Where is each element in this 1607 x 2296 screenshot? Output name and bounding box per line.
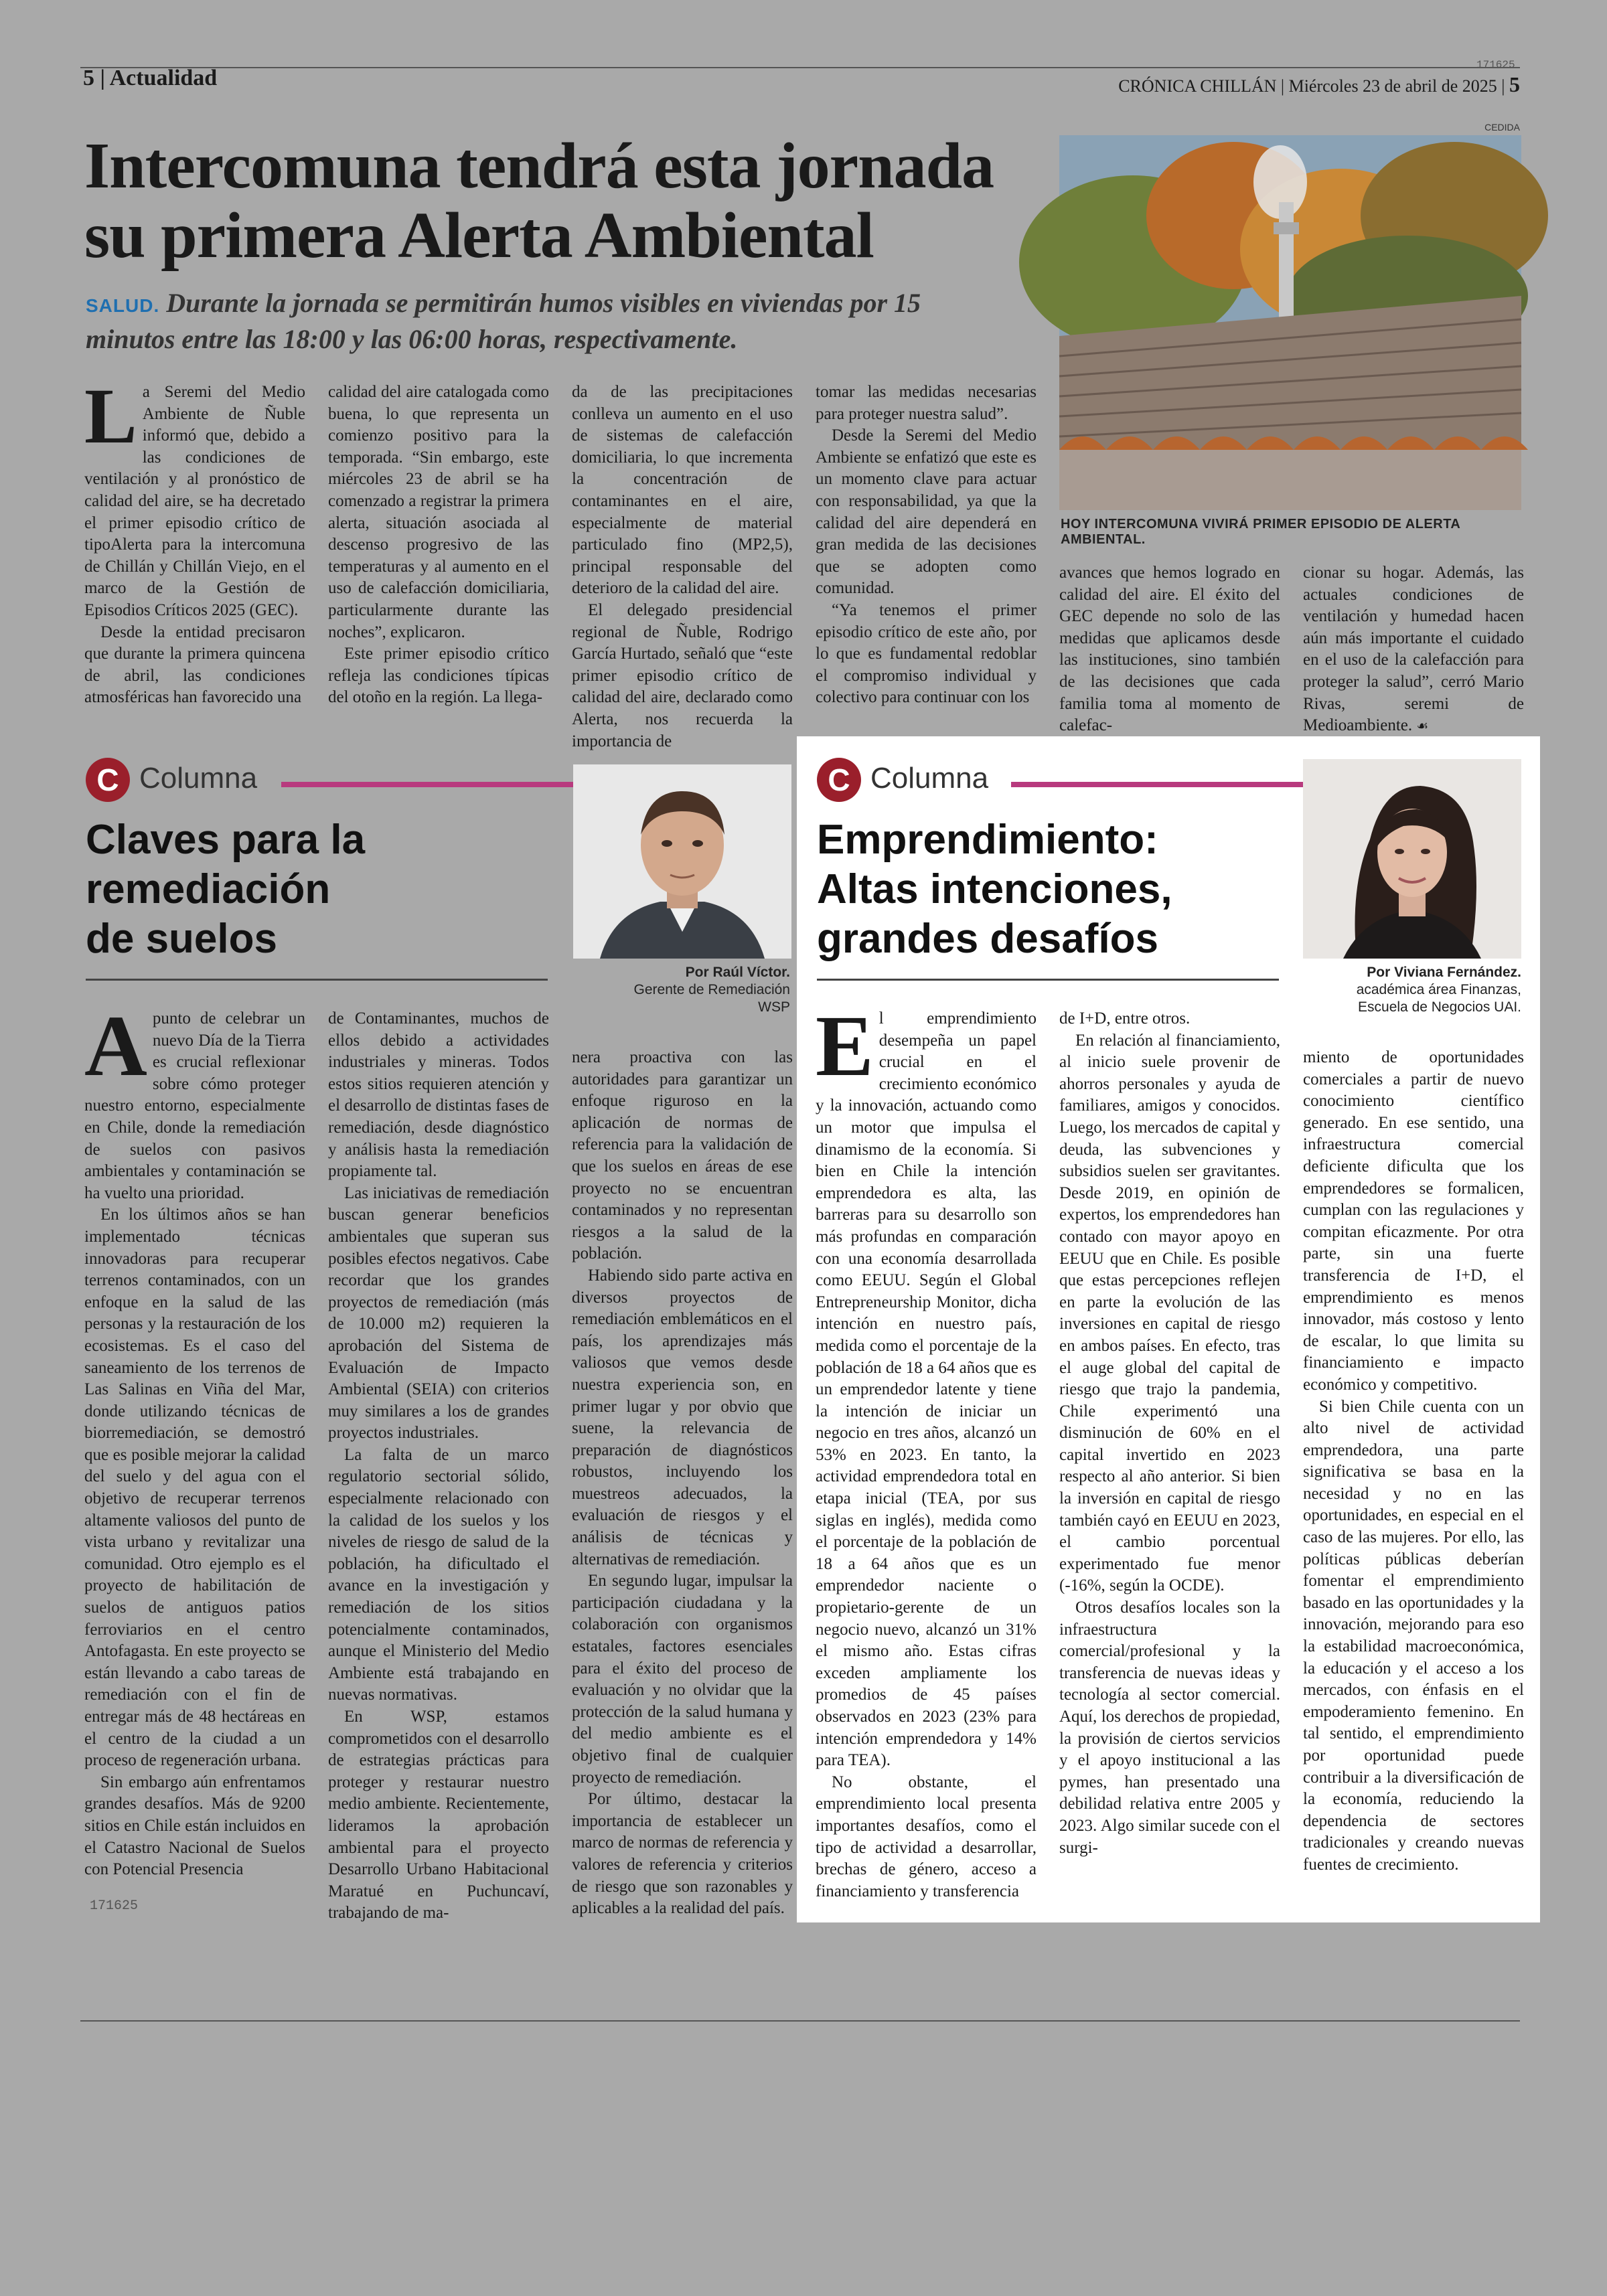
column-badge: C: [86, 758, 130, 802]
section-kicker: SALUD.: [86, 295, 160, 316]
page-title: Intercomuna tendrá esta jornada su primera Alerta Ambiental: [84, 130, 994, 272]
smoke-roof-photo: [1059, 135, 1521, 510]
masthead-date: CRÓNICA CHILLÁN | Miércoles 23 de abril de 2025 | 5: [1118, 72, 1520, 96]
photo-caption: HOY INTERCOMUNA VIVIRÁ PRIMER EPISODIO DE ALERTA AMBIENTAL.: [1061, 517, 1460, 547]
dropcap: A: [84, 998, 147, 1094]
page-folio: 5 | Actualidad: [83, 66, 218, 90]
column-bar: [1011, 782, 1303, 787]
column-right-body-3: miento de oportunidades comerciales a partir de nuevo conocimiento científico generado. En ese sentido, una infraestructura comercial deficiente dificulta que los emprendedores se formalicen, cumplan con las regulaciones y compitan eficazmente. Por otra parte, sin una fuerte transferencia de I+D, el emprendimiento es menos innovador, más costoso y lento de escalar, lo que limita su financiamiento e impacto económico y competitivo. Si bien Chile cuenta con un alto nivel de actividad emprendedora, una parte significativa se basa en la necesidad y no en las oportunidades, en especial en el caso de las mujeres. Por ello, las políticas públicas deberían fomentar el emprendimiento basado en las oportunidades y la innovación, mejorando para eso la estabilidad macroeconómica, la educación y el acceso a los mercados, con énfasis en el empoderamiento femenino. En tal sentido, el emprendimiento por oportunidad puede contribuir a la diversificación de la economía, reduciendo la dependencia de sectores tradicionales y creando nuevas fuentes de crecimiento.: [1303, 1048, 1524, 1874]
column-right-body-2: de I+D, entre otros. En relación al financiamiento, al inicio suele provenir de ahorros personales y ayuda de familiares, amigos y conocidos. Luego, los mercados de capital y deuda, las subvenciones y subsidios suelen ser gravitantes. Desde 2019, en opinión de expertos, los emprendedores han contado con mayor apoyo en EEUU que en Chile. Es posible que estas percepciones reflejen en parte la evolución de las inversiones en capital de riesgo en ambos países. En efecto, tras el auge global del capital de riesgo que trajo la pandemia, Chile experimentó una disminución de 60% en el capital invertido en 2023 respecto al año anterior. Si bien la inversión en capital de riesgo también cayó en EEUU en 2023, el cambio porcentual experimentado fue menor (-16%, según la OCDE). Otros desafíos locales son la infraestructura comercial/profesional y la transferencia de nuevas ideas y tecnología al sector comercial. Aquí, los derechos de propiedad, la provisión de ciertos servicios y el apoyo institucional a las pymes, han presentado una debilidad relativa entre 2005 y 2023. Algo similar sucede con el surgi-: [1059, 1009, 1280, 1857]
author-portrait-left: [573, 764, 791, 959]
end-mark: ☙: [1416, 718, 1429, 734]
dropcap: E: [816, 998, 874, 1094]
column-bar: [281, 782, 573, 787]
column-left-body-1: A punto de celebrar un nuevo Día de la Tierra es crucial reflexionar sobre cómo proteger nuestro entorno, especialmente en Chile, donde la remediación de suelos con pasivos ambientales y contaminación se ha vuelto una prioridad. En los últimos años se han implementado técnicas innovadoras para recuperar terrenos contaminados, con un enfoque en la salud de las personas y la restauración de los ecosistemas. Es el caso del saneamiento de los terrenos de Las Salinas en Viña del Mar, donde utilizando técnicas de biorremediación, se demostró que es posible mejorar la calidad del suelo y del agua con el objetivo de recuperar terrenos altamente valiosos del punto de vista urbano y revitalizar una comunidad. Otro ejemplo es el proyecto de habilitación de suelos de antiguos patios ferroviarios en el centro Antofagasta. En este proyecto se están llevando a cabo tareas de remediación con el fin de entregar más de 48 hectáreas en el centro de la ciudad a un proceso de regeneración urbana. Sin embargo aún enfrentamos grandes desafíos. Más de 9200 sitios en Chile están incluidos en el Catastro Nacional de Suelos con Potencial Presencia: [84, 998, 305, 1879]
column-title-right: Emprendimiento: Altas intenciones, grandes desafíos: [817, 817, 1172, 962]
column-right-body-1: E l emprendimiento desempeña un papel crucial en el crecimiento económico y la innovación, actuando como un motor que impulsa el dinamismo de la economía. Si bien en Chile la intención emprendedora es alta, las barreras para su desarrollo son más profundas en comparación con una economía desarrollada como EEUU. Según el Global Entrepreneurship Monitor, dicha intención en nuestro país, medida como el porcentaje de la población de 18 a 64 años que es un emprendedor latente y tiene la intención de iniciar un negocio en tres años, alcanzó un 53% en 2023. En tanto, la actividad emprendedora total en etapa inicial (TEA, por sus siglas en inglés), medida como el porcentaje de la población de 18 a 64 años que es un emprendedor naciente o propietario-gerente de un negocio nuevo, alcanzó un 31% el mismo año. Estas cifras exceden ampliamente los promedios de 45 países observados en 2023 (23% para intención emprendedora y 14% para TEA). No obstante, el emprendimiento local presenta importantes desafíos, como el tipo de actividad a desarrollar, brechas de género, acceso a financiamiento y transferencia: [816, 998, 1037, 1900]
article-column-6: cionar su hogar. Además, las actuales condiciones de ventilación y humedad hacen aún más importante el cuidado en el uso de la calefacción para proteger la salud”, cerró Mario Rivas, seremi de Medioambiente. ☙: [1303, 564, 1524, 735]
dropcap: L: [84, 372, 137, 460]
column-left-body-3: nera proactiva con las autoridades para garantizar un enfoque riguroso en la aplicación de normas de referencia para la validación de que los suelos en áreas de ese proyecto no se encuentran contaminados y no representan riesgos a la salud de la población. Habiendo sido parte activa en diversos proyectos de remediación emblemáticos en el país, los aprendizajes más valiosos que vemos desde nuestra experiencia son, en primer lugar y por obvio que suene, la relevancia de preparación de diagnósticos robustos, incluyendo los muestreos adecuados, la evaluación de riesgos y el análisis de técnicas y alternativas de remediación. En segundo lugar, impulsar la participación ciudadana y la colaboración con organismos estatales, factores esenciales para el éxito del proceso de evaluación y no olvidar que la protección de la salud humana y del medio ambiente es el objetivo final de cualquier proyecto de remediación. Por último, destacar la importancia de establecer un marco de normas de referencia y valores de referencia y criterios de riesgo que son razonables y aplicables a la realidad del país.: [572, 1048, 793, 1918]
photo-credit: CEDIDA: [1484, 122, 1520, 133]
article-column-3: da de las precipitaciones conlleva un aumento en el uso de sistemas de calefacción domiciliaria, lo que incrementa la concentración de contaminantes en el aire, especialmente de material particulado fino (MP2,5), principal responsable del deterioro de la calidad del aire. El delegado presidencial regional de Ñuble, Rodrigo García Hurtado, señaló que “este primer episodio crítico de calidad del aire, declarado como Alerta, nos recuerda la importancia de: [572, 383, 793, 750]
byline-right: Por Viviana Fernández. académica área Finanzas, Escuela de Negocios UAI.: [1356, 965, 1521, 1015]
author-portrait-right: [1303, 759, 1521, 959]
article-column-5: avances que hemos logrado en calidad del aire. El éxito del GEC depende no solo de las medidas que aplicamos desde las instituciones, sino también de las decisiones que cada familia toma al momento de calefac-: [1059, 564, 1280, 735]
column-label: Columna: [139, 762, 258, 795]
footer-rule: [80, 2020, 1520, 2022]
column-title-rule: [86, 979, 548, 981]
column-title-rule: [817, 979, 1279, 981]
column-title-left: Claves para la remediación de suelos: [86, 817, 366, 962]
article-column-2: calidad del aire catalogada como buena, lo que representa un comienzo positivo para la temporada. “Sin embargo, este miércoles 23 de abril se ha comenzado a registrar la primera alerta, situación asociada al descenso progresivo de las temperaturas y al aumento en el uso de calefacción domiciliaria, particularmente durante las noches”, explicaron. Este primer episodio crítico refleja las condiciones típicas del otoño en la región. La llega-: [328, 383, 549, 707]
column-label: Columna: [870, 762, 989, 795]
column-badge: C: [817, 758, 861, 802]
header-rule: [80, 67, 1520, 68]
byline-left: Por Raúl Víctor. Gerente de Remediación WSP: [633, 965, 790, 1015]
article-column-4: tomar las medidas necesarias para proteger nuestra salud”. Desde la Seremi del Medio Ambiente se enfatizó que este es un momento clave para actuar con responsabilidad, ya que la calidad del aire dependerá en gran medida de las decisiones que se adopten como comunidad. “Ya tenemos el primer episodio crítico de este año, por lo que es fundamental redoblar el compromiso individual y colectivo para continuar con los: [816, 383, 1037, 707]
serial-bottom: 171625: [90, 1898, 139, 1914]
article-column-1: L a Seremi del Medio Ambiente de Ñuble informó que, debido a las condiciones de ventilación y al pronóstico de calidad del aire, se ha decretado el primer episodio crítico de tipoAlerta para la intercomuna de Chillán y Chillán Viejo, en el marco de la Gestión de Episodios Críticos 2025 (GEC). Desde la entidad precisaron que durante la primera quincena de abril, las condiciones atmosféricas han favorecido una: [84, 372, 305, 707]
article-deck: SALUD. Durante la jornada se permitirán humos visibles en viviendas por 15 minutos entre las 18:00 y las 06:00 horas, respectivamente.: [86, 288, 921, 354]
serial-top: 171625: [1476, 59, 1515, 71]
column-left-body-2: de Contaminantes, muchos de ellos debido a actividades industriales y mineras. Todos estos sitios requieren atención y el desarrollo de distintas fases de remediación, desde diagnóstico y análisis hasta la remediación propiamente tal. Las iniciativas de remediación buscan generar beneficios ambientales que superan sus posibles efectos negativos. Cabe recordar que los grandes proyectos de remediación (más de 10.000 m2) requieren la aprobación del Sistema de Evaluación de Impacto Ambiental (SEIA) con criterios muy similares a los de grandes proyectos industriales. La falta de un marco regulatorio sectorial sólido, especialmente relacionado con la calidad de los suelos y los niveles de riesgo de salud de la población, ha dificultado el avance en la investigación y remediación de los sitios potencialmente contaminados, aunque el Ministerio del Medio Ambiente está trabajando en nuevas normativas. En WSP, estamos comprometidos con el desarrollo de estrategias prácticas para proteger y restaurar nuestro medio ambiente. Recientemente, lideramos la aprobación ambiental para el proyecto Desarrollo Urbano Habitacional Maratué en Puchuncaví, trabajando de ma-: [328, 1009, 549, 1922]
